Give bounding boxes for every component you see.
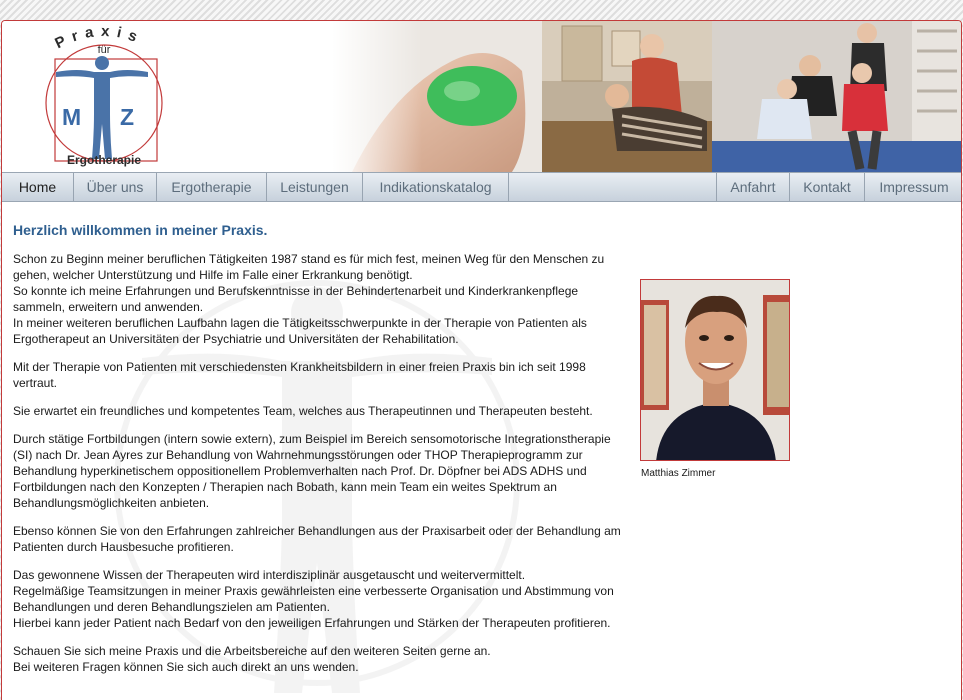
nav-impressum[interactable]: Impressum bbox=[879, 179, 949, 195]
intro-paragraph bbox=[13, 251, 623, 347]
paragraph bbox=[13, 523, 623, 555]
logo-bottom-text: Ergotherapie bbox=[66, 153, 142, 167]
content-area bbox=[2, 203, 962, 700]
paragraph-line: Das gewonnene Wissen der Therapeuten wird interdisziplinär ausgetauscht und weitervermittelt. bbox=[13, 568, 526, 582]
nav-ueber-uns[interactable]: Über uns bbox=[74, 173, 157, 201]
praxis-logo[interactable] bbox=[38, 23, 168, 169]
paragraph bbox=[13, 359, 623, 391]
paragraph-line: In meiner weiteren beruflichen Laufbahn lagen die Tätigkeitsschwerpunkte in der Therapie von Patienten als Ergotherapeut an Universitäten der Psychiatrie und Universitäten der Rehabilitation. bbox=[13, 316, 587, 346]
site-header bbox=[2, 21, 961, 172]
logo-small-text: für bbox=[97, 44, 111, 56]
main-content bbox=[13, 221, 623, 687]
nav-leistungen[interactable]: Leistungen bbox=[267, 173, 363, 201]
paragraph-line: Bei weiteren Fragen können Sie sich auch direkt an uns wenden. bbox=[13, 660, 359, 674]
portrait-photo bbox=[640, 279, 790, 461]
paragraph-line: Hierbei kann jeder Patient nach Bedarf von den jeweiligen Erfahrungen und Stärken der Therapeuten profitieren. bbox=[13, 616, 611, 630]
nav-anfahrt[interactable]: Anfahrt bbox=[716, 173, 790, 201]
header-banner-photo bbox=[332, 21, 961, 172]
paragraph-line: Schauen Sie sich meine Praxis und die Arbeitsbereiche auf den weiteren Seiten gerne an. bbox=[13, 644, 491, 658]
nav-home[interactable]: Home bbox=[2, 173, 74, 201]
nav-ergotherapie[interactable]: Ergotherapie bbox=[157, 173, 267, 201]
paragraph bbox=[13, 431, 623, 511]
nav-kontakt[interactable]: Kontakt bbox=[790, 173, 865, 201]
paragraph bbox=[13, 567, 623, 631]
logo-letter-z: Z bbox=[120, 104, 135, 130]
paragraph bbox=[13, 643, 623, 675]
paragraph-line: Durch stätige Fortbildungen (intern sowie extern), zum Beispiel im Bereich sensomotorische Integrationstherapie (SI) nach Dr. Jean Ayres zur Behandlung von Wahrnehmungsstörungen oder THOP Therapieprogramm zur Behandlung hyperkinetischem oppositionellem Problemverhalten nach Prof. Dr. Döpfner bei ADS ADHS und Fortbildungen nach den Konzepten / Therapien nach Bobath, kann mein Team ein weites Spektrum an Behandlungsmöglichkeiten anbieten. bbox=[13, 432, 611, 510]
main-navigation bbox=[2, 172, 962, 202]
paragraph-line: Mit der Therapie von Patienten mit verschiedensten Krankheitsbildern in einer freien Praxis bin ich seit 1998 vertraut. bbox=[13, 360, 586, 390]
logo-letter-m: M bbox=[62, 104, 82, 130]
paragraph-line: So konnte ich meine Erfahrungen und Berufskenntnisse in der Behindertenarbeit und Kinderkrankenpflege sammeln, erweitern und anwenden. bbox=[13, 284, 579, 314]
logo-arc-text: Praxis bbox=[52, 23, 147, 53]
page-frame bbox=[1, 20, 962, 700]
nav-indikationskatalog[interactable]: Indikationskatalog bbox=[363, 173, 509, 201]
portrait-image bbox=[641, 280, 790, 461]
paragraph-line: Regelmäßige Teamsitzungen in meiner Praxis gewährleisten eine verbesserte Organisation und Abstimmung von Behandlungen und deren Behandlungszielen am Patienten. bbox=[13, 584, 614, 614]
paragraph-line: Schon zu Beginn meiner beruflichen Tätigkeiten 1987 stand es für mich fest, meinen Weg für den Menschen zu gehen, welcher Unterstützung und Hilfe im Falle einer Erkrankung benötigt. bbox=[13, 252, 605, 282]
paragraph bbox=[13, 403, 623, 419]
portrait-caption: Matthias Zimmer bbox=[641, 468, 716, 479]
page-heading: Herzlich willkommen in meiner Praxis. bbox=[13, 222, 268, 238]
paragraph-line: Sie erwartet ein freundliches und kompetentes Team, welches aus Therapeutinnen und Therapeuten besteht. bbox=[13, 404, 593, 418]
paragraph-line: Ebenso können Sie von den Erfahrungen zahlreicher Behandlungen aus der Praxisarbeit oder der Behandlung am Patienten durch Hausbesuche profitieren. bbox=[13, 524, 621, 554]
